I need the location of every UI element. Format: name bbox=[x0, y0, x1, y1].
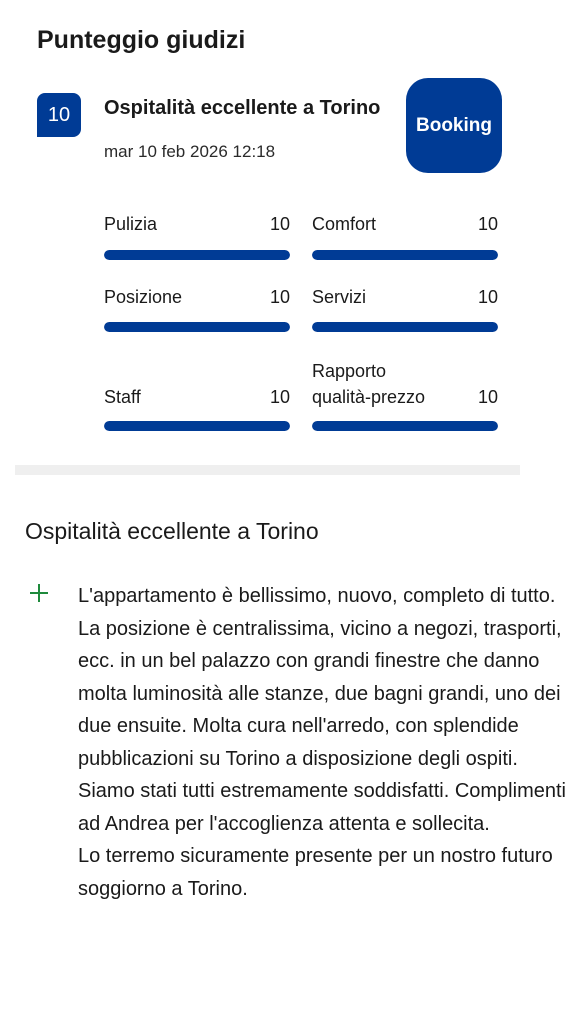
review-date: mar 10 feb 2026 12:18 bbox=[104, 142, 276, 161]
category-label: Servizi bbox=[312, 287, 367, 307]
category-label: Comfort bbox=[312, 214, 377, 234]
category-staff bbox=[104, 384, 290, 410]
category-bar-fill bbox=[104, 421, 290, 431]
category-bar-fill bbox=[104, 322, 290, 332]
category-bar bbox=[104, 250, 290, 260]
category-value: 10 bbox=[269, 214, 290, 234]
category-value: 10 bbox=[269, 287, 290, 307]
category-bar-fill bbox=[312, 250, 498, 260]
category-value: 10 bbox=[269, 387, 290, 407]
category-bar-fill bbox=[312, 421, 498, 431]
category-label: Rapporto qualità-prezzo bbox=[312, 361, 426, 407]
plus-icon bbox=[28, 582, 50, 604]
category-value-for-money bbox=[312, 358, 498, 410]
section-divider bbox=[15, 465, 520, 475]
category-label: Pulizia bbox=[104, 214, 158, 234]
category-label: Staff bbox=[104, 387, 141, 407]
category-value: 10 bbox=[477, 387, 498, 407]
category-facilities bbox=[312, 284, 498, 310]
booking-logo[interactable]: Booking bbox=[406, 78, 502, 173]
review-body-title: Ospitalità eccellente a Torino bbox=[25, 518, 319, 544]
category-bar bbox=[312, 250, 498, 260]
category-label: Posizione bbox=[104, 287, 183, 307]
category-cleanliness bbox=[104, 211, 290, 237]
category-bar-fill bbox=[312, 322, 498, 332]
category-comfort bbox=[312, 211, 498, 237]
review-title: Ospitalità eccellente a Torino bbox=[104, 97, 381, 119]
category-value: 10 bbox=[477, 214, 498, 234]
category-bar bbox=[312, 421, 498, 431]
category-bar bbox=[104, 421, 290, 431]
section-title: Punteggio giudizi bbox=[37, 26, 246, 54]
review-body-text: L'appartamento è bellissimo, nuovo, completo di tutto. La posizione è centralissima, vicino a negozi, trasporti, ecc. in un bel palazzo con grandi finestre che danno molta luminosità alle stanze, due bagni grandi, uno dei due ensuite. Molta cura nell'arredo, con splendide pubblicazioni su Torino a disposizione degli ospiti. Siamo stati tutti estremamente soddisfatti. Complimenti ad Andrea per l'accoglienza attenta e sollecita. Lo terremo sicuramente presente per un nostro futuro soggiorno a Torino. bbox=[78, 585, 566, 900]
category-value: 10 bbox=[477, 287, 498, 307]
category-location bbox=[104, 284, 290, 310]
category-bar-fill bbox=[104, 250, 290, 260]
category-bar bbox=[312, 322, 498, 332]
score-badge: 10 bbox=[37, 93, 81, 137]
category-bar bbox=[104, 322, 290, 332]
